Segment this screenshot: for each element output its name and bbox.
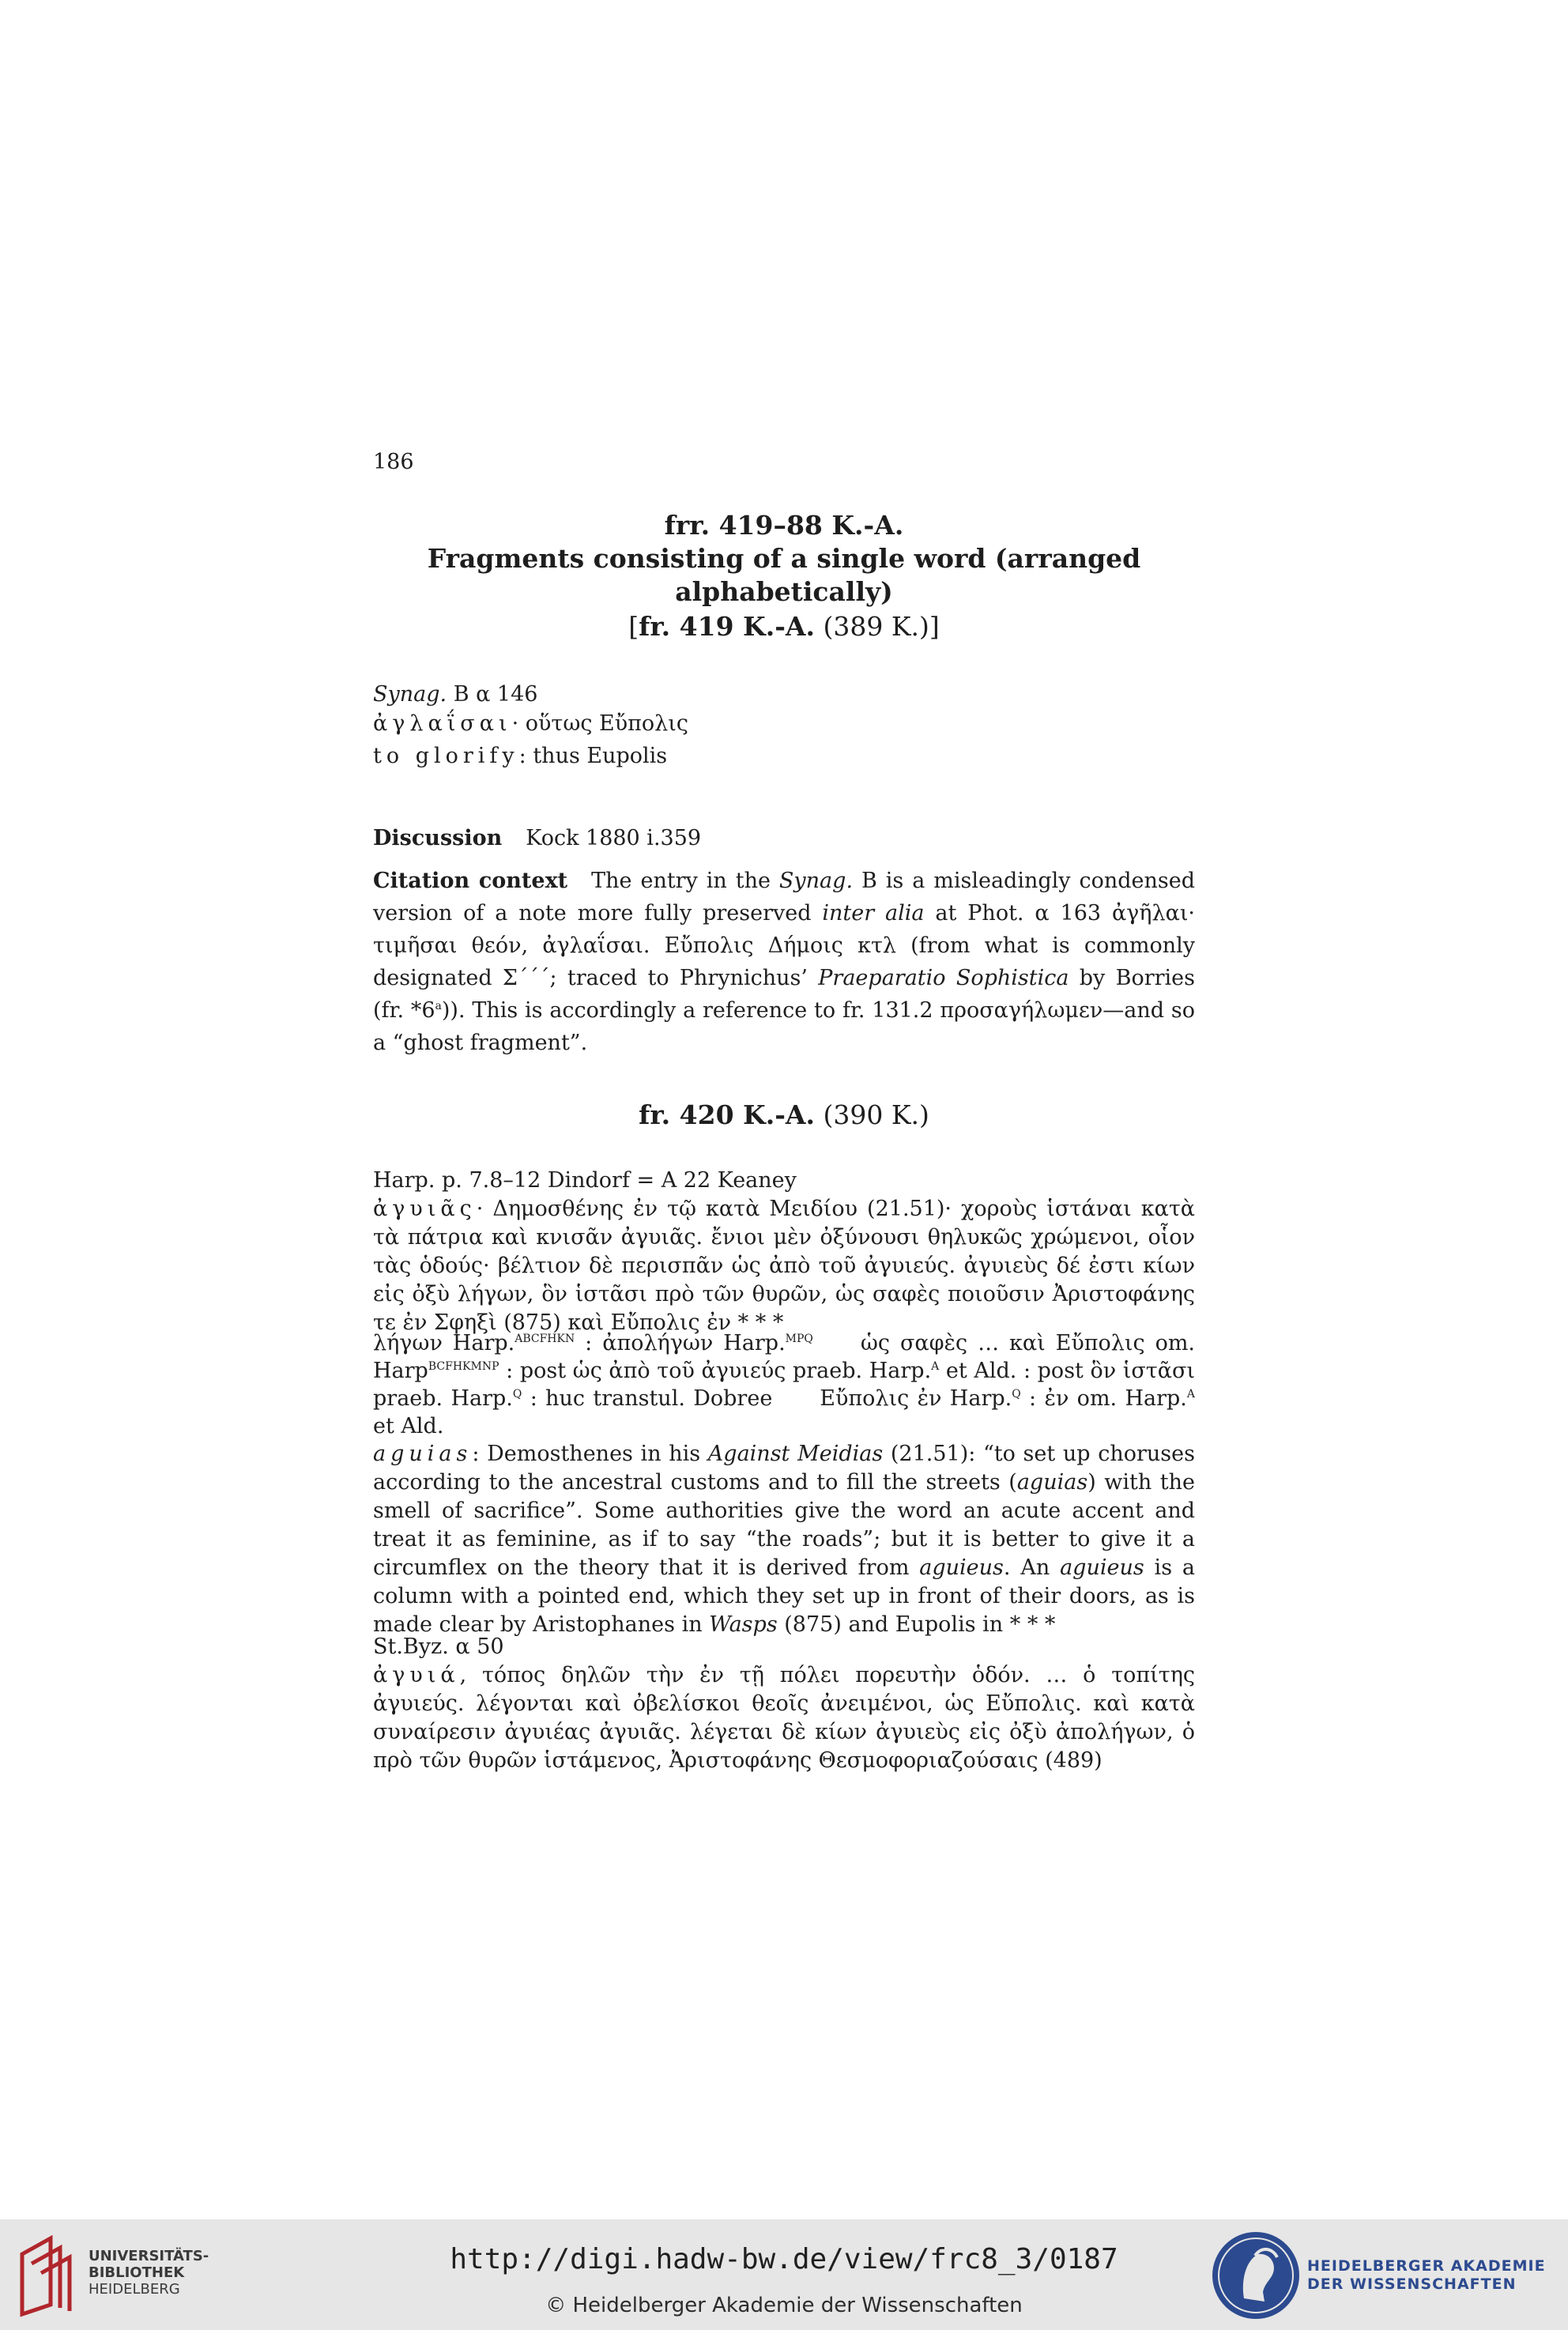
apparatus-siglum: A (1186, 1388, 1195, 1401)
fr419-english-text: : thus Eupolis (518, 744, 668, 768)
translation-term: aguieus (919, 1555, 1004, 1580)
stbyz-lemma: ἀγυιά (373, 1663, 460, 1687)
hadw-line: DER WISSENSCHAFTEN (1307, 2275, 1517, 2293)
citation-inter-alia: inter alia (822, 901, 925, 926)
academy-name[interactable] (1307, 2257, 1546, 2294)
fr420-heading (373, 1099, 1195, 1132)
fr420-kock: (390 K.) (815, 1099, 929, 1130)
section-subtitle: Fragments consisting of a single word (arranged alphabetically) (427, 543, 1141, 607)
academy-seal-icon[interactable] (1209, 2229, 1302, 2322)
translation-term: aguias (1016, 1470, 1088, 1495)
citation-text: )). This is accordingly a reference to fr. 131.2 προσαγήλωμεν—and so a “ghost fragment”. (373, 998, 1195, 1055)
citation-text: by Borries (fr. *6 (373, 966, 1195, 1023)
translation-lemma: aguias (373, 1442, 473, 1466)
fr419-bracket: [ (628, 611, 639, 642)
citation-superscript: a (435, 1000, 442, 1012)
stbyz-source: St.Byz. α 50 (373, 1634, 504, 1659)
apparatus-siglum: Q (1012, 1388, 1021, 1401)
translation-text: ) with the smell of sacrifice”. Some authorities give the word an acute accent and treat it as feminine, as if to say “the roads”; but it is better to give it a circumflex on the theory that it is derived from (373, 1470, 1195, 1580)
apparatus-entry: λήγων Harp. (373, 1331, 515, 1355)
fr419-lemma: ἀγλαΐσαι (373, 711, 512, 736)
apparatus-siglum: A (931, 1360, 940, 1373)
fr419-greek-text: · οὕτως Εὔπολις (511, 711, 688, 736)
citation-text: at Phot. α 163 ἀγῆλαι· τιμῆσαι θεόν, ἀγλαΐσαι. Εὔπολις Δήμοις κτλ (from what is commonly designated Σ´´´; traced to Phrynichus’ (373, 901, 1196, 990)
ub-line: BIBLIOTHEK (89, 2264, 185, 2281)
citation-text: B is a misleadingly condensed version of a note more fully preserved (373, 869, 1195, 926)
harp-text: · Δημοσθένης ἐν τῷ κατὰ Μειδίου (21.51)· χοροὺς ἱστάναι κατὰ τὰ πάτρια καὶ κνισᾶν ἀγυιᾶς. ἔνιοι μὲν ὀξύνουσι θηλυκῶς χρώμενοι, οἷον τὰς ὁδούς· βέλτιον δὲ περισπᾶν ὡς ἀπὸ τοῦ ἀγυιεύς. ἀγυιεὺς δέ ἐστι κίων εἰς ὀξὺ λήγων, ὃν ἱστᾶσι πρὸ τῶν θυρῶν, ὡς σαφὲς ποιοῦσιν Ἀριστοφάνης τε ἐν Σφηξὶ (875) καὶ Εὔπολις ἐν * * * (373, 1197, 1195, 1335)
translation-text: is a column with a pointed end, which they set up in front of their doors, as is made clear by Aristophanes in (373, 1555, 1195, 1637)
fr420-number: fr. 420 K.-A. (639, 1099, 815, 1130)
apparatus-entry: et Ald. : post ὃν ἱστᾶσι praeb. Harp. (373, 1359, 1195, 1411)
translation-text: . An (1003, 1555, 1061, 1580)
fr419-discussion (373, 824, 1195, 853)
fr419-lemma-english: to glorify (373, 744, 519, 768)
apparatus-entry: : huc transtul. Dobree (522, 1386, 773, 1411)
fr420-harpocration (373, 1167, 1195, 1337)
fr420-stephanus (373, 1633, 1195, 1775)
harp-lemma: ἀγυιᾶς (373, 1197, 477, 1221)
fr419-source (373, 680, 1195, 771)
stbyz-text: , τόπος δηλῶν τὴν ἐν τῇ πόλει πορευτὴν ὁδόν. … ὁ τοπίτης ἀγυιεύς. λέγονται καὶ ὀβελίσκοι θεοῖς ἀνειμένοι, ὡς Εὔπολις. καὶ κατὰ συναίρεσιν ἀγυιέας ἀγυιᾶς. λέγεται δὲ κίων ἀγυιεὺς εἰς ὀξὺ ἀπολήγων, ὁ πρὸ τῶν θυρῶν ἱστάμενος, Ἀριστοφάνης Θεσμοφοριαζούσαις (489) (373, 1663, 1195, 1773)
discussion-label: Discussion (373, 826, 503, 850)
citation-text: The entry in the (591, 869, 779, 893)
translation-text: (875) and Eupolis in * * * (777, 1612, 1056, 1637)
translation-work-title: Against Meidias (707, 1442, 884, 1466)
apparatus-siglum: BCFHKMNP (428, 1360, 499, 1373)
apparatus-entry: et Ald. (373, 1414, 444, 1438)
fr420-translation (373, 1440, 1195, 1639)
fr419-number: fr. 419 K.-A. (639, 611, 815, 642)
apparatus-siglum: MPQ (785, 1333, 813, 1345)
section-title: frr. 419–88 K.-A. (664, 510, 904, 541)
discussion-text: Kock 1880 i.359 (526, 826, 702, 850)
apparatus-siglum: Q (512, 1388, 522, 1401)
permalink-url[interactable]: http://digi.hadw-bw.de/view/frc8_3/0187 (450, 2243, 1118, 2275)
citation-work-title: Praeparatio Sophistica (818, 966, 1069, 990)
ub-line: HEIDELBERG (89, 2281, 180, 2298)
citation-synag: Synag. (778, 869, 854, 893)
apparatus-entry: ὡς σαφὲς … καὶ Εὔπολις om. Harp (373, 1331, 1196, 1383)
translation-text: : Demosthenes in his (472, 1442, 708, 1466)
translation-term: aguieus (1060, 1555, 1144, 1580)
hadw-line: HEIDELBERGER AKADEMIE (1307, 2257, 1546, 2275)
translation-work-title: Wasps (709, 1612, 778, 1637)
fr419-source-ref: B α 146 (447, 682, 538, 707)
fr419-citation-context (373, 865, 1195, 1059)
translation-text: (21.51): “to set up choruses according to the ancestral customs and to fill the streets ( (373, 1442, 1195, 1495)
apparatus-siglum: ABCFHKN (514, 1333, 575, 1345)
citation-label: Citation context (373, 869, 568, 893)
section-heading (373, 509, 1195, 609)
fr419-source-title: Synag. (373, 682, 447, 707)
copyright-notice: © Heidelberger Akademie der Wissenschaften (545, 2294, 1023, 2317)
footer-bar (0, 2219, 1568, 2330)
fr419-heading (373, 610, 1195, 643)
apparatus-entry: : ἀπολήγων Harp. (575, 1331, 786, 1355)
page-number: 186 (373, 450, 414, 474)
critical-apparatus (373, 1329, 1195, 1440)
fr419-kock: (389 K.)] (815, 611, 940, 642)
apparatus-entry: : post ὡς ἀπὸ τοῦ ἀγυιεύς praeb. Harp. (499, 1359, 932, 1383)
ub-line: UNIVERSITÄTS- (89, 2248, 209, 2264)
apparatus-entry: : ἐν om. Harp. (1020, 1386, 1187, 1411)
apparatus-entry: Εὔπολις ἐν Harp. (820, 1386, 1012, 1411)
harp-source: Harp. p. 7.8–12 Dindorf = A 22 Keaney (373, 1168, 797, 1193)
